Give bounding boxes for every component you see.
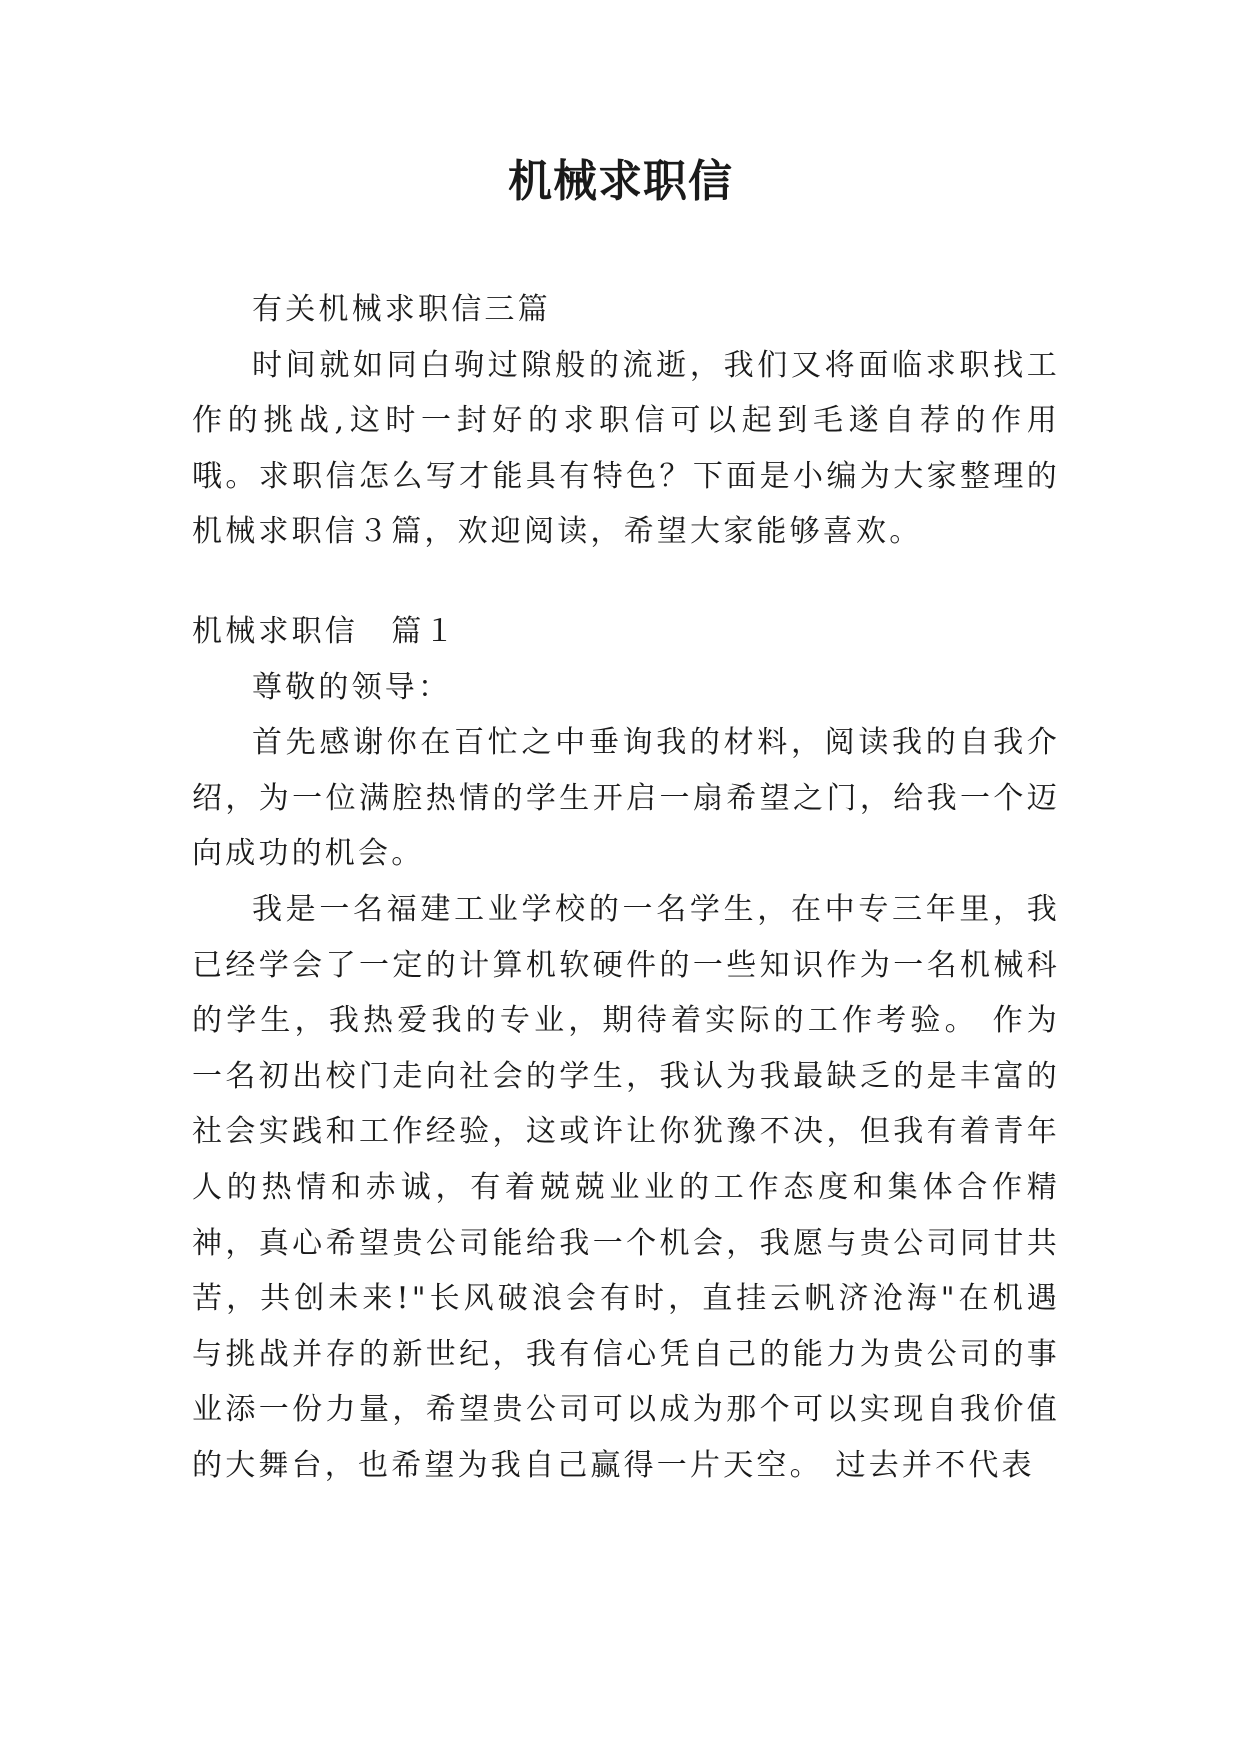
letter-salutation: 尊敬的领导：: [252, 669, 452, 705]
section-heading: 机械求职信 篇１: [192, 613, 458, 649]
document-body: [192, 282, 1060, 1493]
letter-paragraph: 我是一名福建工业学校的一名学生，在中专三年里，我已经学会了一定的计算机软硬件的一些知识作为一名机械科的学生，我热爱我的专业，期待着实际的工作考验。 作为一名初出校门走向社会的学生，我认为我最缺乏的是丰富的社会实践和工作经验，这或许让你犹豫不决，但我有着青年人的热情和赤诚，有着兢兢业业的工作态度和集体合作精神，真心希望贵公司能给我一个机会，我愿与贵公司同甘共苦，共创未来!"长风破浪会有时，直挂云帆济沧海"在机遇与挑战并存的新世纪，我有信心凭自己的能力为贵公司的事业添一份力量，希望贵公司可以成为那个可以实现自我价值的大舞台，也希望为我自己赢得一片天空。 过去并不代表: [192, 891, 1060, 1483]
intro-subtitle: 有关机械求职信三篇: [252, 292, 551, 327]
document-title: 机械求职信: [508, 156, 733, 207]
letter-paragraph: 首先感谢你在百忙之中垂询我的材料，阅读我的自我介绍，为一位满腔热情的学生开启一扇希望之门，给我一个迈向成功的机会。: [192, 725, 1060, 872]
intro-paragraph: 时间就如同白驹过隙般的流逝，我们又将面临求职找工作的挑战,这时一封好的求职信可以起到毛遂自荐的作用哦。求职信怎么写才能具有特色？下面是小编为大家整理的机械求职信３篇，欢迎阅读，希望大家能够喜欢。: [192, 347, 1060, 550]
